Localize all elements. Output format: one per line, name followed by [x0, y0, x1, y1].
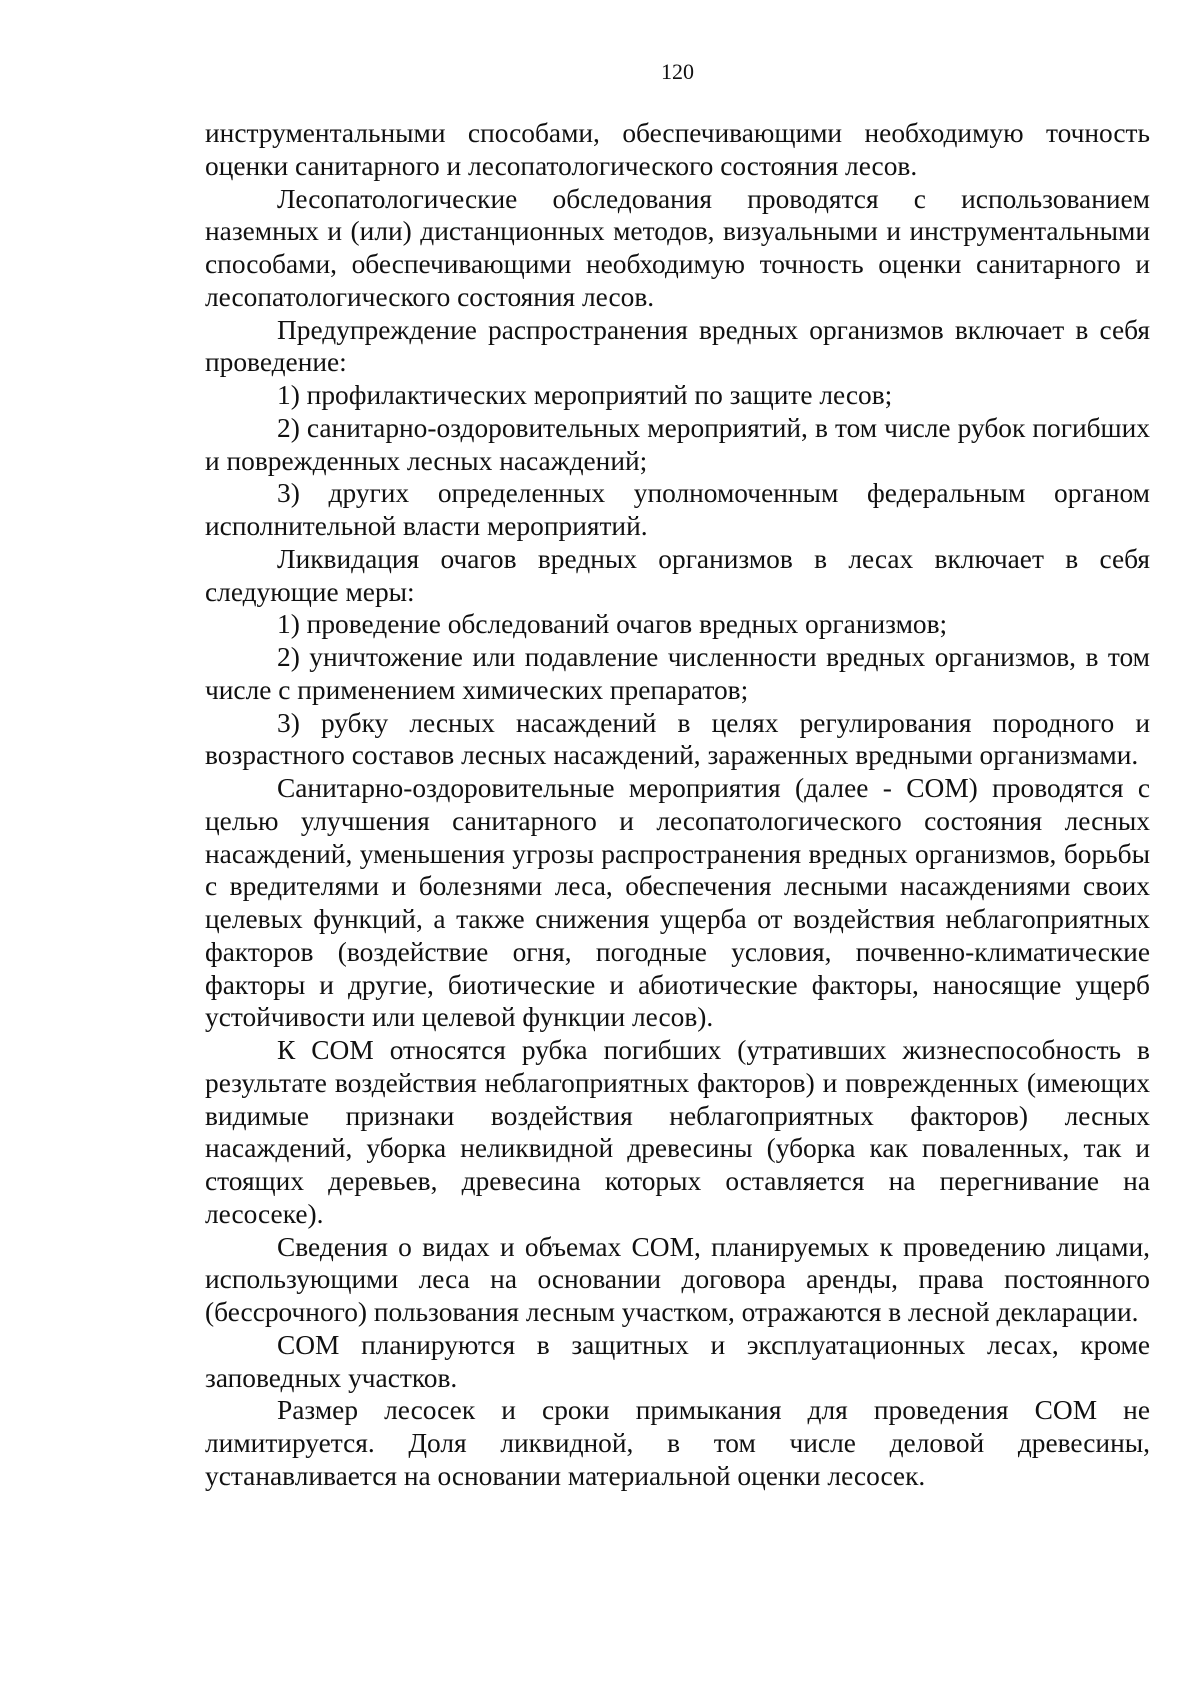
paragraph-som-planning: СОМ планируются в защитных и эксплуатационных лесах, кроме заповедных участков.	[205, 1329, 1150, 1393]
list-item-prevention-2: 2) санитарно-оздоровительных мероприятий, в том числе рубок погибших и поврежденных лесных насаждений;	[205, 412, 1150, 476]
paragraph-forest-surveys: Лесопатологические обследования проводятся с использованием наземных и (или) дистанционных методов, визуальными и инструментальными способами, обеспечивающими необходимую точность оценки санитарного и лесопатологического состояния лесов.	[205, 183, 1150, 312]
paragraph-liquidation-intro: Ликвидация очагов вредных организмов в лесах включает в себя следующие меры:	[205, 543, 1150, 607]
list-item-prevention-3: 3) других определенных уполномоченным федеральным органом исполнительной власти мероприятий.	[205, 478, 1150, 541]
paragraph-continuation: инструментальными способами, обеспечивающими необходимую точность оценки санитарного и лесопатологического состояния лесов.	[205, 118, 1150, 181]
paragraph-som-cutting-size: Размер лесосек и сроки примыкания для проведения СОМ не лимитируется. Доля ликвидной, в том числе деловой древесины, устанавливается на основании материальной оценки лесосек.	[205, 1395, 1150, 1491]
paragraph-prevention-intro: Предупреждение распространения вредных организмов включает в себя проведение:	[205, 314, 1150, 378]
paragraph-som-definition: Санитарно-оздоровительные мероприятия (далее - СОМ) проводятся с целью улучшения санитарного и лесопатологического состояния лесных насаждений, уменьшения угрозы распространения вредных организмов, борьбы с вредителями и болезнями леса, обеспечения лесными насаждениями своих целевых функций, а также снижения ущерба от воздействия неблагоприятных факторов (воздействие огня, погодные условия, почвенно-климатические факторы и другие, биотические и абиотические факторы, наносящие ущерб устойчивости или целевой функции лесов).	[205, 773, 1150, 1033]
document-body	[205, 117, 1150, 1493]
list-item-prevention-1: 1) профилактических мероприятий по защите лесов;	[277, 380, 893, 410]
paragraph-som-declaration: Сведения о видах и объемах СОМ, планируемых к проведению лицами, использующими леса на основании договора аренды, права постоянного (бессрочного) пользования лесным участком, отражаются в лесной декларации.	[205, 1231, 1150, 1327]
list-item-liquidation-2: 2) уничтожение или подавление численности вредных организмов, в том числе с применением химических препаратов;	[205, 642, 1150, 705]
paragraph-som-includes: К СОМ относятся рубка погибших (утративших жизнеспособность в результате воздействия неблагоприятных факторов) и поврежденных (имеющих видимые признаки воздействия неблагоприятных факторов) лесных насаждений, уборка неликвидной древесины (уборка как поваленных, так и стоящих деревьев, древесина которых оставляется на перегнивание на лесосеке).	[205, 1035, 1150, 1229]
list-item-liquidation-3: 3) рубку лесных насаждений в целях регулирования породного и возрастного составов лесных насаждений, зараженных вредными организмами.	[205, 707, 1150, 771]
page-number: 120	[661, 59, 694, 84]
list-item-liquidation-1: 1) проведение обследований очагов вредных организмов;	[277, 609, 948, 640]
